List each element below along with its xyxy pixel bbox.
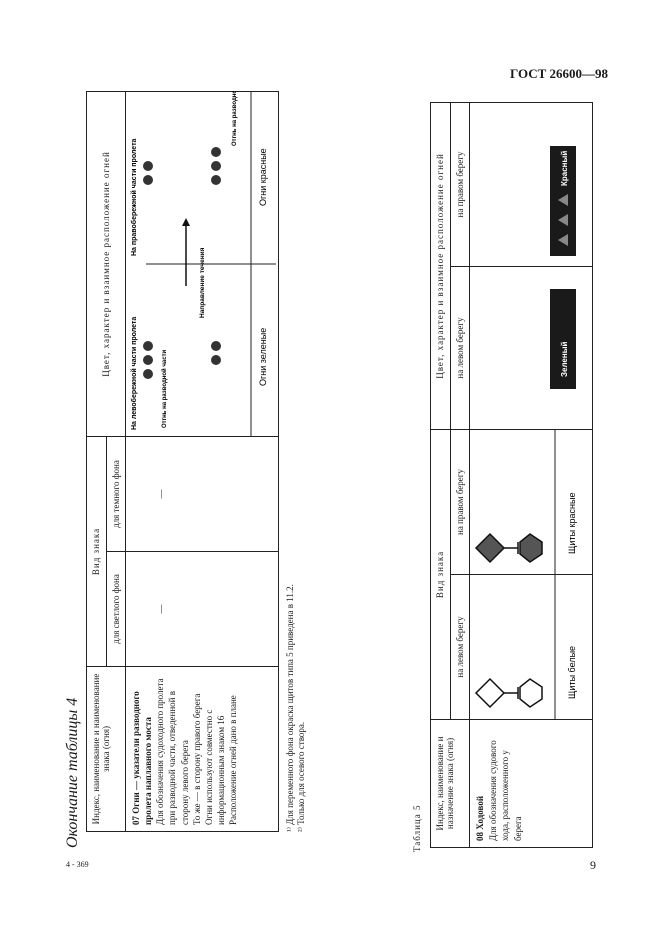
left-span-caption: На левобережной части пролета: [131, 316, 138, 430]
red-lights-right: [143, 147, 221, 185]
footer-code: 4 - 369: [66, 860, 89, 869]
table5-header-colors-right: на правом берегу: [451, 102, 470, 266]
table4-header-dark: для темного фона: [107, 437, 126, 552]
table5-caption: Таблица 5: [412, 804, 422, 852]
table4-header-colors: Цвет, характер и взаимное расположение огней: [87, 92, 126, 437]
sign-08-desc: Для обозначения судового хода, расположенного у берега: [487, 740, 523, 841]
table5-header-colors-left: на левом берегу: [451, 267, 470, 430]
table5-header-index: Индекс, наименование и назначение знака (огня): [431, 720, 470, 848]
table5-header-colors: Цвет, характер и взаимное расположение огней: [431, 102, 451, 429]
table4: [86, 92, 307, 832]
table4-caption: Окончание таблицы 4: [64, 697, 81, 848]
sign-08-right-lights: [470, 102, 593, 266]
sign-08-left-view: [470, 575, 593, 720]
sign-08-right-view: [470, 430, 593, 575]
table5: [430, 103, 593, 848]
table5-row-08: [470, 720, 593, 848]
table4-header-light: для светлого фона: [107, 552, 126, 667]
standard-number: ГОСТ 26600—98: [510, 66, 609, 81]
table5-header-view-left: на левом берегу: [451, 575, 470, 720]
white-shields-svg: [470, 574, 590, 719]
sign-07-p1: Для обозначения судоходного пролета при разводной части, отведенной в сторону левого берега: [155, 678, 190, 825]
sign-07-p2: То же — в сторону правого берега: [191, 693, 202, 825]
sign-07-title: 07 Огни — указатели разводного пролета наплавного моста: [131, 691, 154, 825]
green-lights-left: [143, 341, 221, 379]
page-number: 9: [590, 858, 596, 872]
left-swing-label: Отгнь на разводной части: [162, 349, 168, 428]
red-lights-caption: Огни красные: [258, 148, 268, 206]
table5-header-view: Вид знака: [431, 430, 451, 720]
lights-plan-svg: [126, 91, 276, 436]
red-light-label: Красный: [560, 150, 569, 186]
sign-07-dark-view: —: [126, 437, 279, 552]
sign-07-p3: Огни используют совместно с информационным знаком 16: [203, 709, 226, 825]
flow-direction-label: Направление течения: [199, 247, 206, 318]
table4-header-index: Индекс, наименование и наименование знака (огня): [87, 667, 126, 832]
table4-row-07: [126, 667, 279, 832]
red-shields-label: Щиты красные: [567, 492, 577, 554]
green-lights-caption: Огни зеленые: [258, 327, 268, 386]
sign-08-title: 08 Ходовой: [475, 795, 485, 841]
table5-header-view-right: на правом берегу: [451, 430, 470, 575]
right-span-caption: На правобережной части пролета: [131, 138, 138, 256]
flow-direction-arrow: [182, 218, 190, 286]
sign-07-p4: Расположение огней дано в плане: [228, 695, 239, 825]
green-light-label: Зеленый: [560, 341, 569, 377]
table4-note-2: ²⁾ Только для осевого створа.: [296, 721, 306, 832]
sign-07-light-view: —: [126, 552, 279, 667]
green-light-svg: [470, 266, 590, 429]
table4-header-view: Вид знака: [87, 437, 107, 667]
white-shields-label: Щиты белые: [567, 645, 577, 699]
sign-07-lights-diagram: [126, 92, 279, 437]
red-light-svg: [470, 102, 590, 266]
sign-08-left-lights: [470, 267, 593, 430]
red-shields-svg: [470, 429, 590, 574]
table4-note-1: ¹⁾ Для переменного фона окраска щитов типа 5 приведена в 11.2.: [285, 584, 295, 832]
right-swing-label: Отгнь на разводной части: [232, 91, 238, 146]
